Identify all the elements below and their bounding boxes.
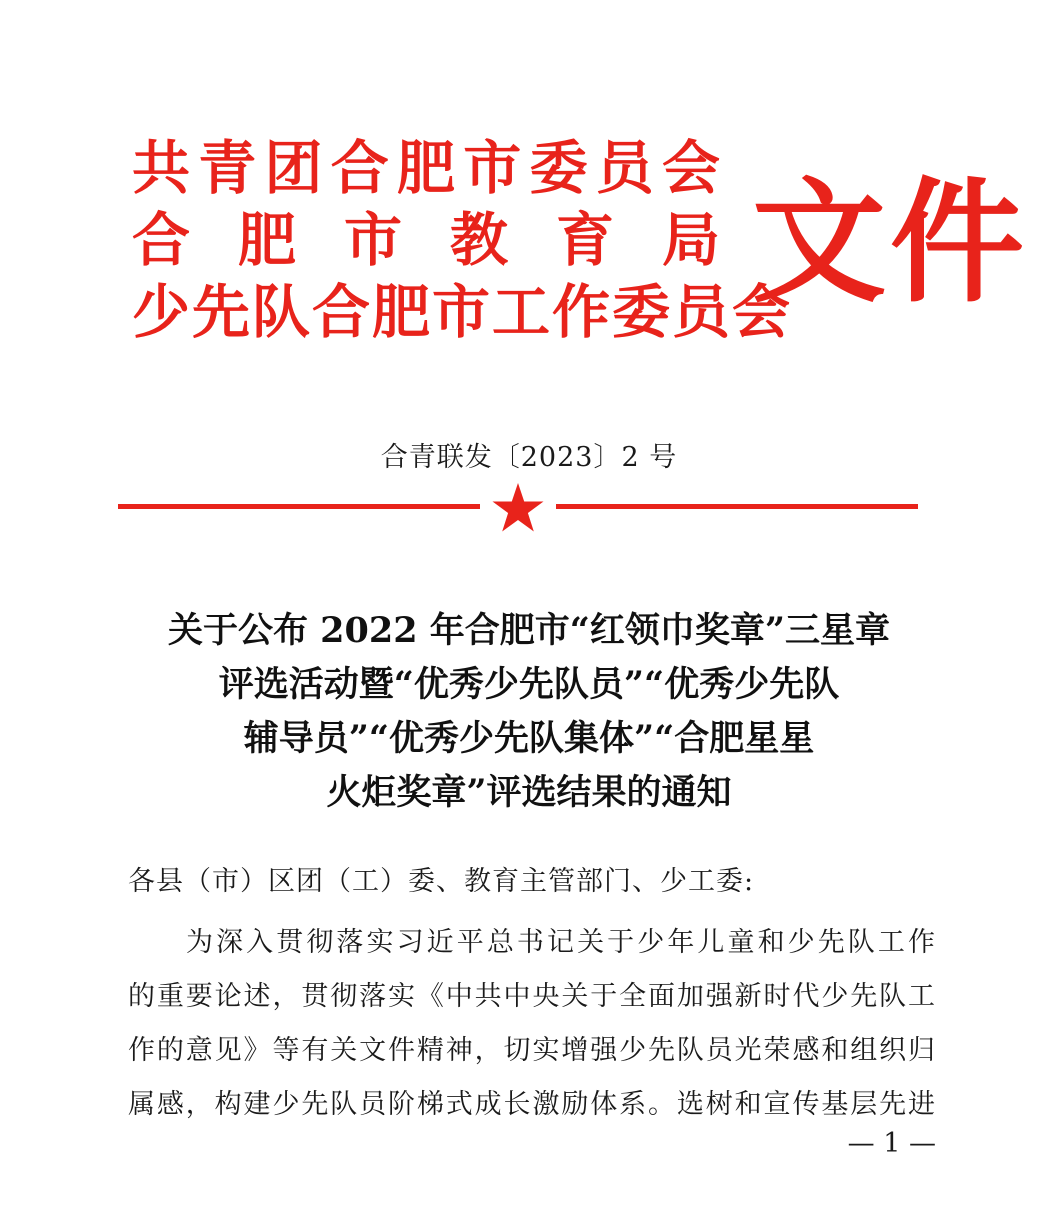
document-type-label: 文件 — [752, 165, 1029, 321]
body-line: 的重要论述，贯彻落实《中共中央关于全面加强新时代少先队工 — [128, 981, 936, 1012]
title-line: 关于公布 2022 年合肥市“红领巾奖章”三星章 — [167, 610, 891, 651]
issuer-block — [132, 132, 793, 348]
body-line: 作的意见》等有关文件精神，切实增强少先队员光荣感和组织归 — [128, 1035, 936, 1066]
star-icon — [492, 482, 544, 532]
body-line: 属感，构建少先队员阶梯式成长激励体系。选树和宣传基层先进 — [128, 1089, 936, 1120]
notice-title — [60, 604, 998, 820]
title-line: 火炬奖章”评选结果的通知 — [326, 772, 732, 813]
page-number: — 1 — — [847, 1128, 936, 1159]
issuer-name: 合肥市教育局 — [132, 206, 722, 274]
title-line: 评选活动暨“优秀少先队员”“优秀少先队 — [218, 664, 840, 705]
separator-line-left — [118, 504, 480, 509]
title-line: 辅导员”“优秀少先队集体”“合肥星星 — [243, 718, 815, 759]
salutation: 各县（市）区团（工）委、教育主管部门、少工委: — [128, 866, 755, 897]
issuer-name: 共青团合肥市委员会 — [132, 134, 722, 202]
body-line: 为深入贯彻落实习近平总书记关于少年儿童和少先队工作 — [186, 927, 936, 958]
body-paragraph — [128, 916, 936, 1132]
issuer-name: 少先队合肥市工作委员会 — [132, 278, 793, 346]
separator-line-right — [556, 504, 918, 509]
red-separator — [118, 480, 918, 536]
document-number: 合青联发〔2023〕2 号 — [380, 442, 678, 473]
